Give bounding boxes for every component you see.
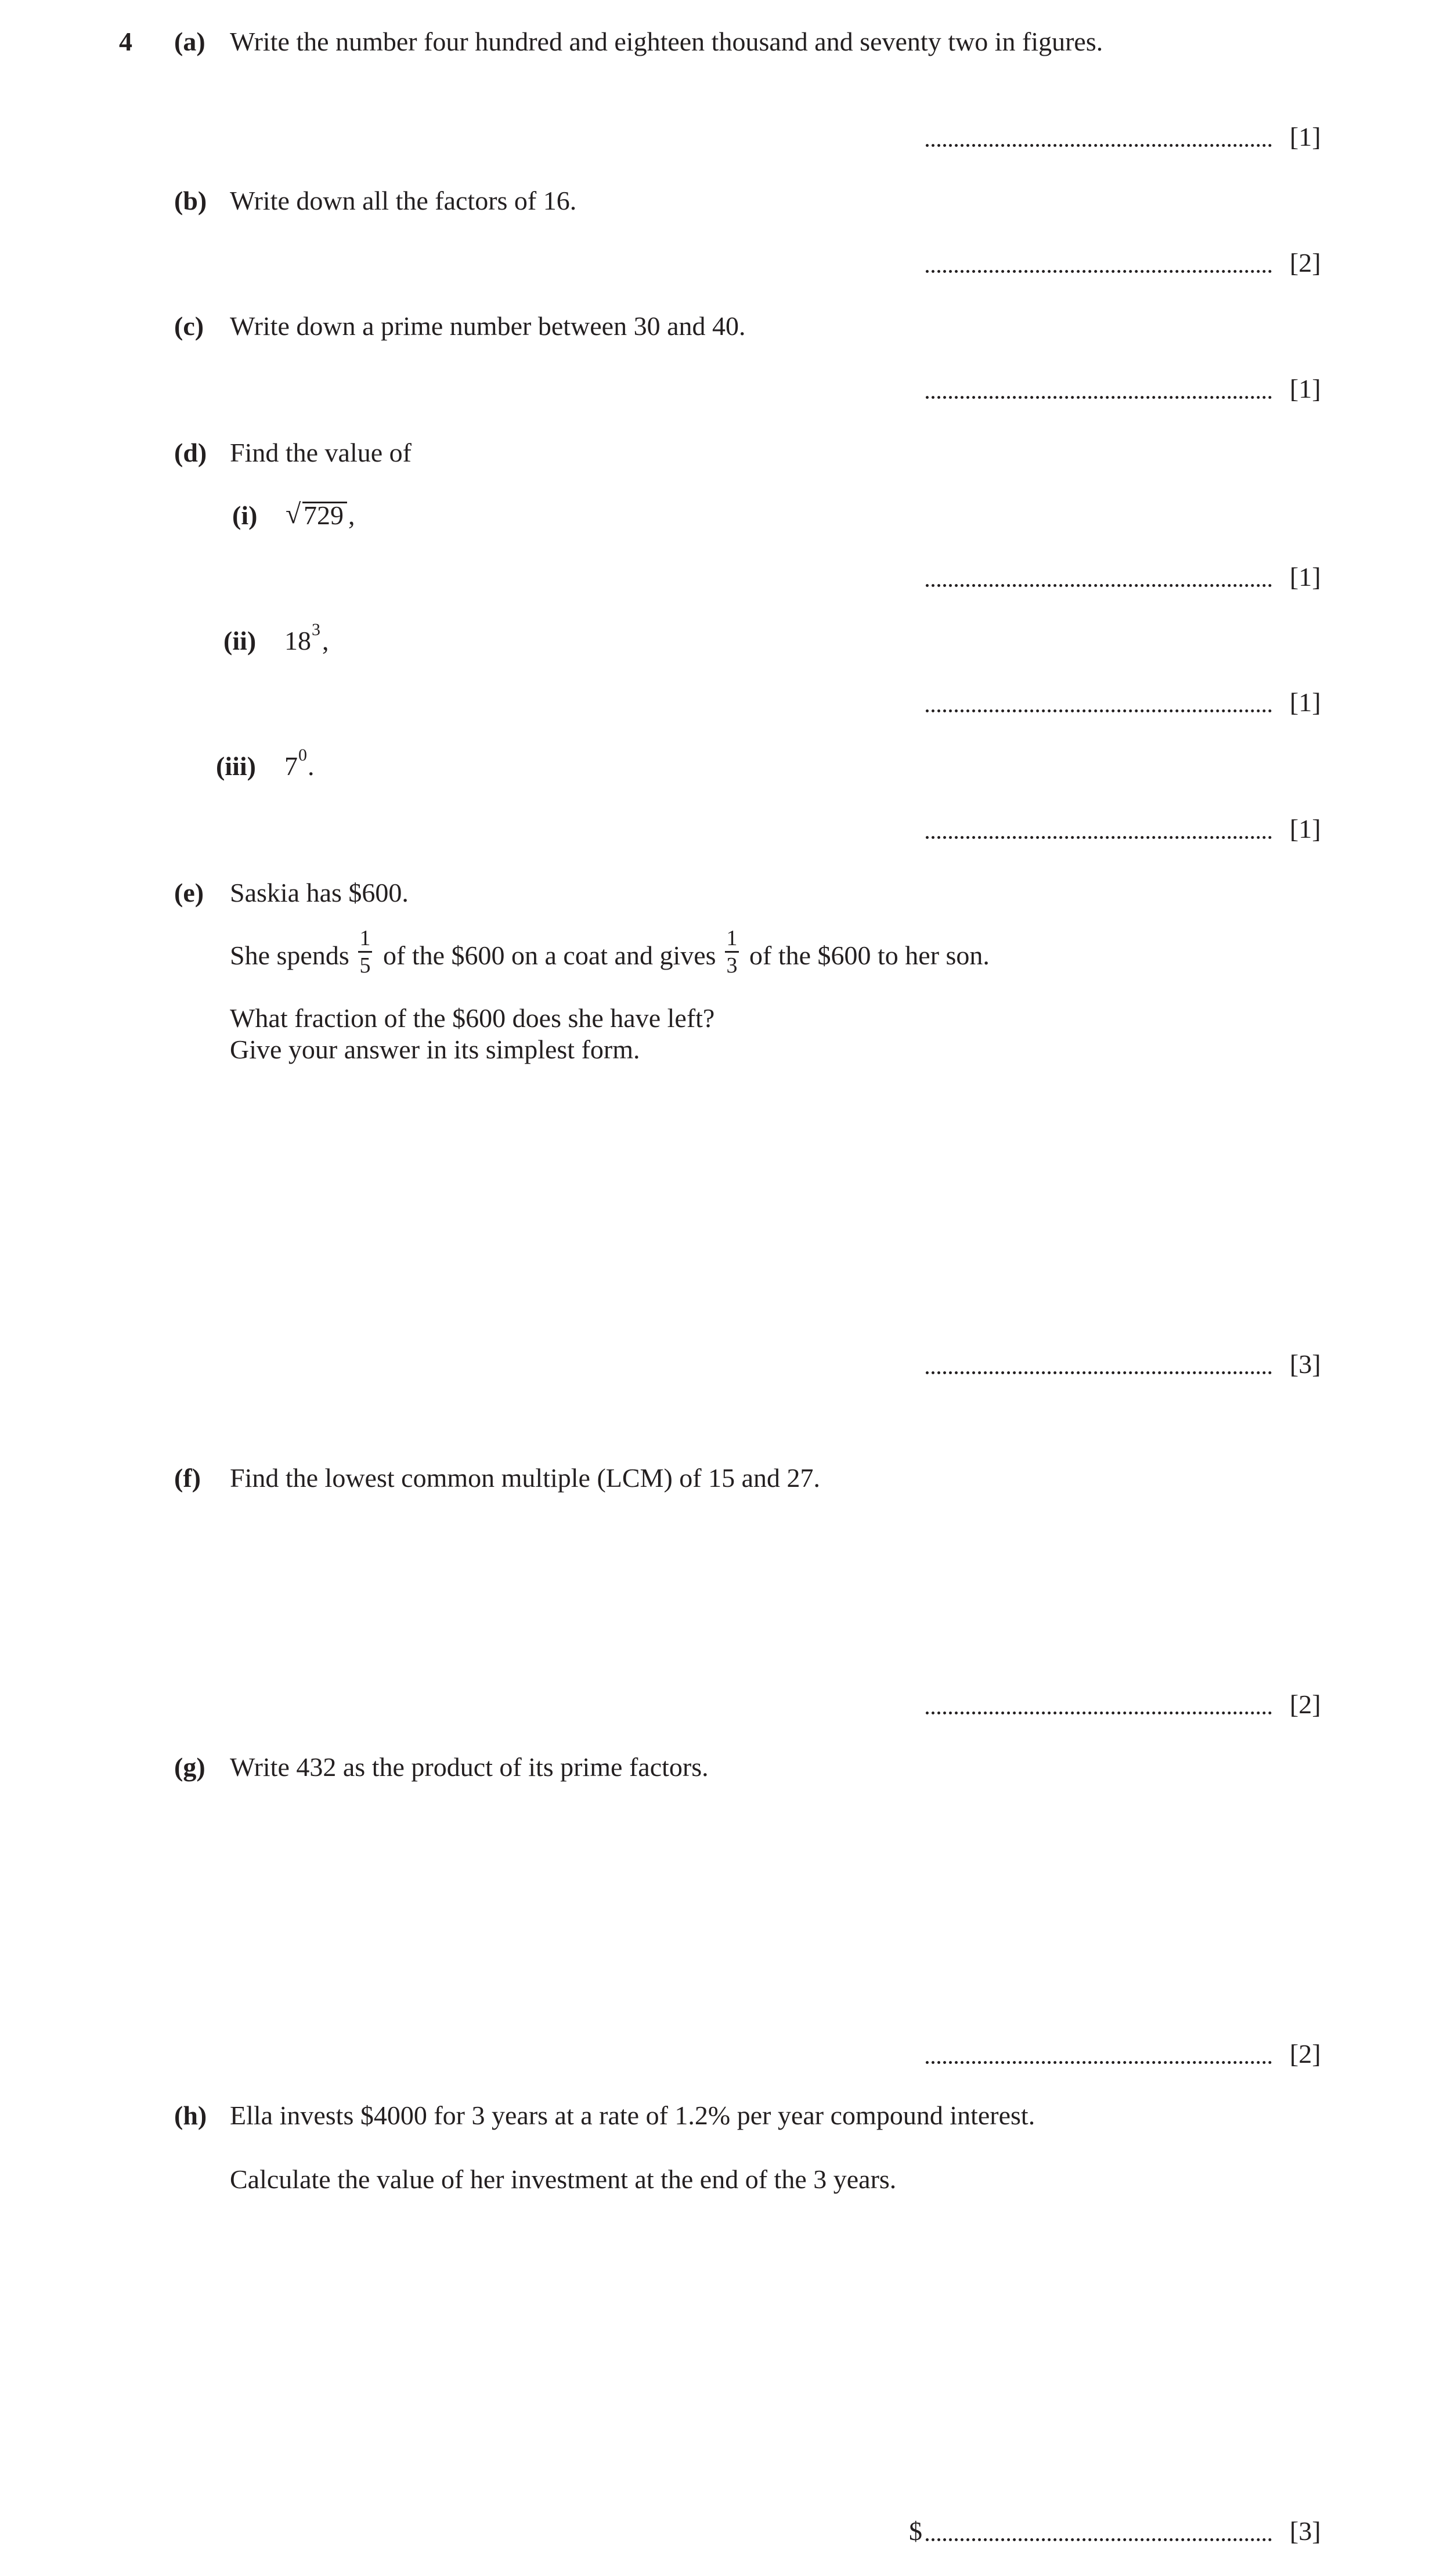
- part-b-answer-line[interactable]: [926, 270, 1272, 273]
- part-c-answer-line[interactable]: [926, 396, 1272, 399]
- part-f-marks: [2]: [1290, 1689, 1321, 1719]
- part-d-i-radicand: 729: [304, 500, 344, 530]
- part-f-label: (f): [174, 1463, 201, 1493]
- part-d-ii-base: 18: [284, 626, 311, 655]
- part-d-ii-exponent: 3: [312, 620, 320, 639]
- part-h-question: Ella invests $4000 for 3 years at a rate of 1.2% per year compound interest.: [230, 2101, 1035, 2130]
- part-d-iii-exponent: 0: [298, 745, 307, 765]
- fraction-one-third-bar: [725, 951, 739, 953]
- part-d-i-label: (i): [232, 500, 258, 530]
- part-d-question: Find the value of: [230, 438, 412, 467]
- part-d-ii-label: (ii): [223, 626, 257, 655]
- fraction-one-third-numerator: 1: [726, 926, 738, 950]
- part-b-question: Write down all the factors of 16.: [230, 186, 577, 215]
- part-a-label: (a): [174, 27, 205, 56]
- part-b-marks: [2]: [1290, 248, 1321, 278]
- part-d-label: (d): [174, 438, 207, 467]
- part-d-i-answer-line[interactable]: [926, 584, 1272, 587]
- part-h-answer-line[interactable]: [926, 2538, 1272, 2541]
- part-h-dollar-sign: $: [909, 2516, 922, 2546]
- part-c-question: Write down a prime number between 30 and 40.: [230, 311, 746, 341]
- part-a-marks: [1]: [1290, 122, 1321, 152]
- part-h-marks: [3]: [1290, 2516, 1321, 2546]
- part-e-label: (e): [174, 878, 204, 907]
- part-e-line2-end: of the $600 to her son.: [749, 941, 990, 970]
- part-d-i-marks: [1]: [1290, 562, 1321, 592]
- square-root-symbol: √: [286, 499, 301, 529]
- part-c-marks: [1]: [1290, 374, 1321, 403]
- fraction-one-fifth-denominator: 5: [359, 953, 371, 978]
- fraction-one-fifth-numerator: 1: [359, 926, 371, 950]
- part-e-line2-middle: of the $600 on a coat and gives: [383, 941, 716, 970]
- part-g-marks: [2]: [1290, 2039, 1321, 2069]
- part-c-label: (c): [174, 311, 204, 341]
- part-a-answer-line[interactable]: [926, 144, 1272, 147]
- part-f-question: Find the lowest common multiple (LCM) of 15 and 27.: [230, 1463, 821, 1493]
- part-d-iii-label: (iii): [216, 751, 256, 781]
- part-e-line2-start: She spends: [230, 941, 349, 970]
- part-h-label: (h): [174, 2101, 207, 2130]
- part-b-label: (b): [174, 186, 207, 215]
- part-a-question: Write the number four hundred and eighteen thousand and seventy two in figures.: [230, 27, 1103, 56]
- part-d-iii-answer-line[interactable]: [926, 836, 1272, 839]
- part-g-label: (g): [174, 1752, 205, 1782]
- part-d-ii-punctuation: ,: [322, 626, 329, 655]
- part-e-marks: [3]: [1290, 1349, 1321, 1379]
- part-g-question: Write 432 as the product of its prime factors.: [230, 1752, 709, 1782]
- question-number: 4: [119, 27, 132, 56]
- part-g-answer-line[interactable]: [926, 2061, 1272, 2064]
- part-d-iii-marks: [1]: [1290, 814, 1321, 844]
- part-d-iii-punctuation: .: [308, 751, 315, 781]
- part-h-line2: Calculate the value of her investment at the end of the 3 years.: [230, 2164, 897, 2194]
- part-d-ii-marks: [1]: [1290, 687, 1321, 717]
- part-e-line4: Give your answer in its simplest form.: [230, 1035, 640, 1064]
- part-e-question: Saskia has $600.: [230, 878, 409, 907]
- part-d-iii-base: 7: [284, 751, 298, 781]
- part-d-i-punctuation: ,: [348, 500, 355, 530]
- fraction-one-third-denominator: 3: [726, 953, 738, 978]
- part-e-line3: What fraction of the $600 does she have left?: [230, 1003, 715, 1033]
- part-d-ii-answer-line[interactable]: [926, 709, 1272, 712]
- fraction-one-fifth-bar: [358, 951, 372, 953]
- fraction-one-fifth: [356, 927, 374, 977]
- part-e-answer-line[interactable]: [926, 1371, 1272, 1374]
- part-f-answer-line[interactable]: [926, 1712, 1272, 1714]
- fraction-one-third: [723, 927, 741, 977]
